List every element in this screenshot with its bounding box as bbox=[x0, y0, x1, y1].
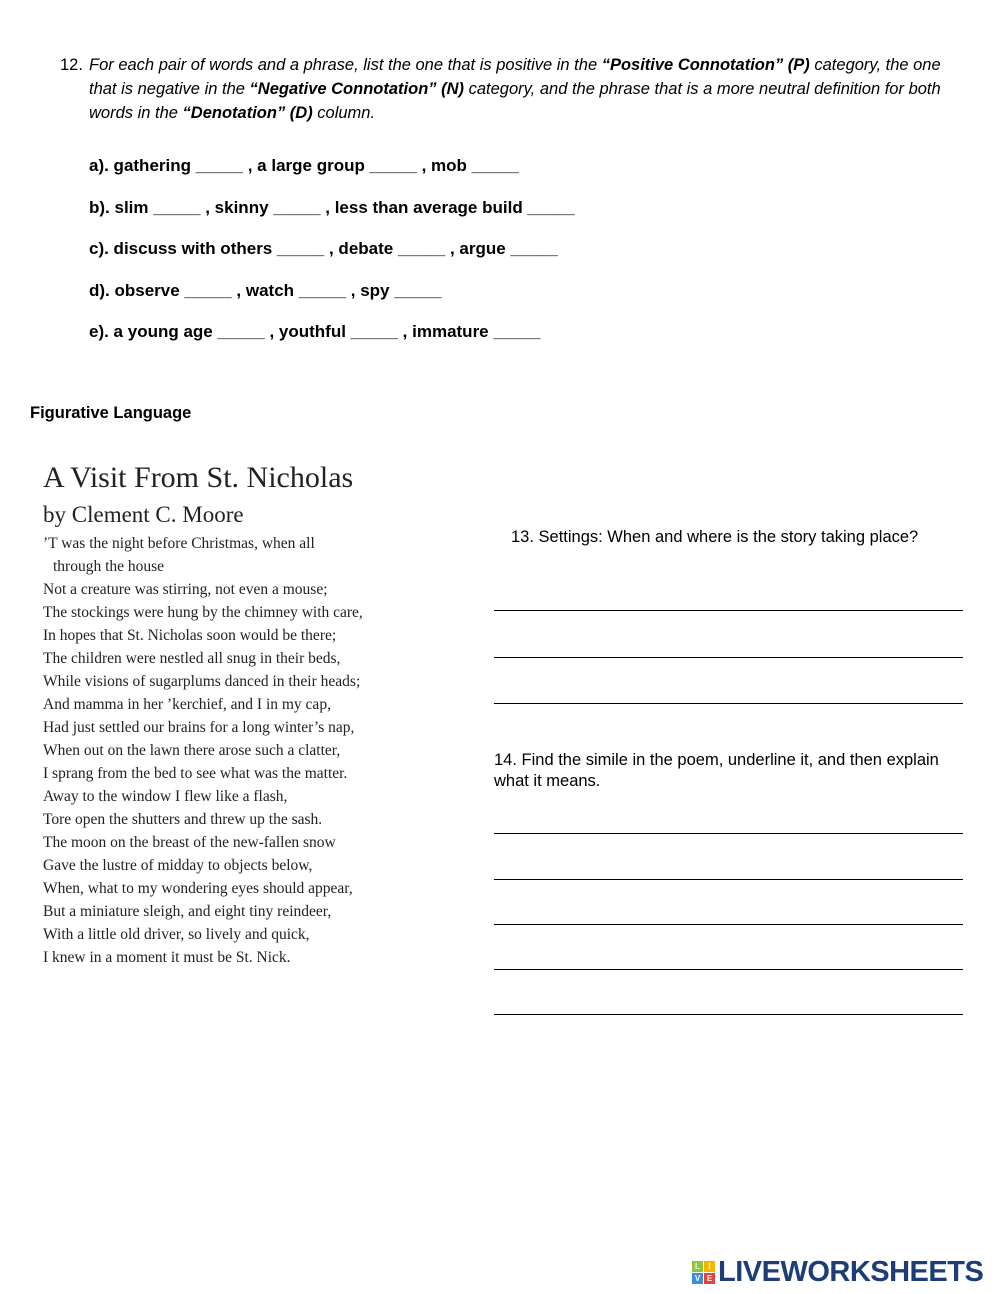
logo-text: LIVEWORKSHEETS bbox=[718, 1256, 984, 1288]
logo-tile: E bbox=[704, 1273, 715, 1284]
answer-line-13-3[interactable] bbox=[494, 703, 963, 704]
text: category, the one that is negative in the bbox=[89, 56, 941, 98]
poem-line: Tore open the shutters and threw up the sash. bbox=[43, 811, 323, 828]
logo-tile: V bbox=[692, 1273, 703, 1284]
poem-lines bbox=[43, 532, 363, 969]
poem-line: In hopes that St. Nicholas soon would be there; bbox=[43, 627, 337, 644]
poem-line: And mamma in her ’kerchief, and I in my cap, bbox=[43, 696, 331, 713]
answer-line-14-5[interactable] bbox=[494, 1014, 963, 1015]
poem-author: by Clement C. Moore bbox=[43, 502, 244, 527]
liveworksheets-logo bbox=[692, 1256, 983, 1289]
poem-line: But a miniature sleigh, and eight tiny reindeer, bbox=[43, 903, 332, 920]
poem-line: through the house bbox=[53, 558, 165, 575]
poem-line: The children were nestled all snug in their beds, bbox=[43, 650, 341, 667]
item-d[interactable]: d). observe _____ , watch _____ , spy _____ bbox=[89, 280, 442, 300]
answer-line-13-2[interactable] bbox=[494, 657, 963, 658]
answer-line-14-3[interactable] bbox=[494, 924, 963, 925]
item-e[interactable]: e). a young age _____ , youthful _____ , immature _____ bbox=[89, 322, 541, 341]
poem-title: A Visit From St. Nicholas bbox=[43, 461, 354, 494]
logo-tile: I bbox=[704, 1261, 715, 1272]
item-a[interactable]: a). gathering _____ , a large group _____ , mob _____ bbox=[89, 156, 519, 175]
question-12 bbox=[60, 53, 960, 125]
poem-line: The moon on the breast of the new-fallen snow bbox=[43, 834, 336, 851]
item-c[interactable]: c). discuss with others _____ , debate _____ , argue _____ bbox=[89, 239, 558, 258]
question-number: 12. bbox=[60, 56, 83, 74]
logo-tile: L bbox=[692, 1261, 703, 1272]
logo-tiles-icon bbox=[692, 1261, 715, 1284]
poem-line: When out on the lawn there arose such a clatter, bbox=[43, 742, 341, 759]
poem-line: Had just settled our brains for a long winter’s nap, bbox=[43, 719, 355, 736]
section-title: Figurative Language bbox=[30, 404, 192, 422]
question-12-items bbox=[89, 156, 575, 364]
poem-line: Gave the lustre of midday to objects below, bbox=[43, 857, 313, 874]
poem-line: I knew in a moment it must be St. Nick. bbox=[43, 949, 291, 966]
answer-line-14-1[interactable] bbox=[494, 833, 963, 834]
answer-line-14-2[interactable] bbox=[494, 879, 963, 880]
denotation-label: “Denotation” (D) bbox=[182, 104, 313, 122]
poem-line: When, what to my wondering eyes should appear, bbox=[43, 880, 353, 897]
poem-line: Away to the window I flew like a flash, bbox=[43, 788, 288, 805]
answer-line-14-4[interactable] bbox=[494, 969, 963, 970]
negative-label: “Negative Connotation” (N) bbox=[249, 80, 465, 98]
text: column. bbox=[312, 104, 376, 122]
poem-line: While visions of sugarplums danced in their heads; bbox=[43, 673, 361, 690]
poem-line: With a little old driver, so lively and quick, bbox=[43, 926, 310, 943]
poem-line: The stockings were hung by the chimney with care, bbox=[43, 604, 363, 621]
text: For each pair of words and a phrase, list the one that is positive in the bbox=[89, 56, 602, 74]
text: category, and the phrase that is a more neutral definition for both words in the bbox=[89, 80, 941, 122]
question-13: 13. Settings: When and where is the story taking place? bbox=[511, 528, 919, 546]
poem-image bbox=[43, 458, 363, 969]
answer-line-13-1[interactable] bbox=[494, 610, 963, 611]
question-14: 14. Find the simile in the poem, underline it, and then explain what it means. bbox=[494, 751, 939, 790]
item-b[interactable]: b). slim _____ , skinny _____ , less than average build _____ bbox=[89, 197, 575, 217]
poem-line: I sprang from the bed to see what was the matter. bbox=[43, 765, 348, 782]
question-12-text bbox=[89, 53, 960, 125]
positive-label: “Positive Connotation” (P) bbox=[601, 56, 810, 74]
poem-line: Not a creature was stirring, not even a mouse; bbox=[43, 581, 328, 598]
poem-line: ’T was the night before Christmas, when all bbox=[43, 535, 315, 552]
